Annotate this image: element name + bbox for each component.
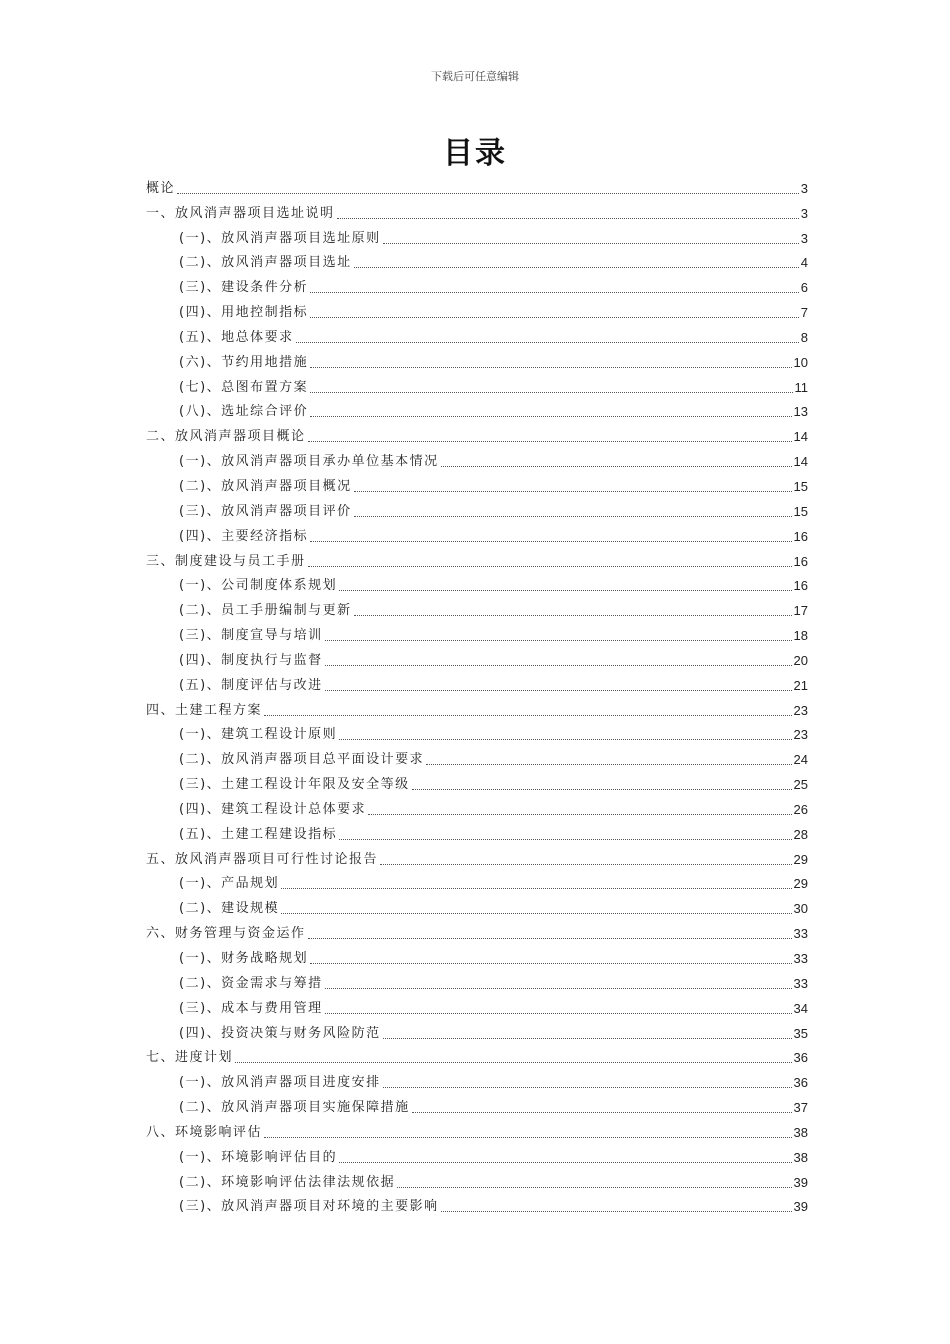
dot-leader: [235, 1062, 792, 1063]
dot-leader: [325, 640, 792, 641]
toc-entry-label: (三)、放风消声器项目对环境的主要影响: [179, 1199, 439, 1215]
toc-entry-label: 四、土建工程方案: [146, 702, 263, 718]
toc-entry[interactable]: [146, 772, 808, 797]
toc-entry-label: (三)、成本与费用管理: [179, 1000, 323, 1016]
dot-leader: [412, 789, 792, 790]
toc-entry-page-number: 16: [793, 528, 808, 544]
toc-entry[interactable]: [146, 971, 808, 996]
toc-entry[interactable]: [146, 176, 808, 201]
toc-entry[interactable]: [146, 623, 808, 648]
dot-leader: [441, 466, 792, 467]
toc-entry-page-number: 33: [793, 926, 808, 942]
dot-leader: [354, 267, 799, 268]
toc-entry-label: (六)、节约用地措施: [179, 354, 309, 370]
toc-entry[interactable]: [146, 1021, 808, 1046]
toc-entry-label: (二)、员工手册编制与更新: [179, 603, 352, 619]
toc-entry[interactable]: [146, 300, 808, 325]
toc-entry[interactable]: [146, 275, 808, 300]
toc-entry-page-number: 29: [793, 851, 808, 867]
dot-leader: [339, 1162, 791, 1163]
toc-entry-label: (二)、资金需求与筹措: [179, 975, 323, 991]
toc-entry-label: (七)、总图布置方案: [179, 379, 309, 395]
dot-leader: [383, 1038, 792, 1039]
toc-entry-label: 三、制度建设与员工手册: [146, 553, 306, 569]
toc-entry-page-number: 25: [793, 777, 808, 793]
toc-entry-page-number: 33: [793, 975, 808, 991]
toc-entry-page-number: 3: [800, 205, 808, 221]
toc-entry-page-number: 26: [793, 801, 808, 817]
toc-entry-page-number: 17: [793, 603, 808, 619]
dot-leader: [339, 590, 791, 591]
toc-entry-label: (二)、环境影响评估法律法规依据: [179, 1174, 396, 1190]
toc-entry-page-number: 14: [793, 429, 808, 445]
dot-leader: [383, 243, 799, 244]
toc-entry-label: (四)、建筑工程设计总体要求: [179, 801, 367, 817]
toc-entry-label: (五)、土建工程建设指标: [179, 826, 338, 842]
toc-entry-label: (四)、投资决策与财务风险防范: [179, 1025, 381, 1041]
toc-entry-label: (四)、制度执行与监督: [179, 652, 323, 668]
toc-entry-page-number: 3: [800, 180, 808, 196]
toc-entry-label: 概论: [146, 180, 176, 196]
toc-entry-label: (一)、财务战略规划: [179, 951, 309, 966]
toc-entry-label: (一)、放风消声器项目承办单位基本情况: [179, 454, 439, 470]
toc-entry-label: (五)、地总体要求: [179, 329, 294, 345]
toc-entry[interactable]: [146, 1120, 808, 1145]
toc-entry-label: (三)、放风消声器项目评价: [179, 503, 352, 519]
toc-entry-label: (五)、制度评估与改进: [179, 677, 323, 693]
dot-leader: [325, 1013, 792, 1014]
toc-entry-label: 八、环境影响评估: [146, 1124, 263, 1140]
toc-entry-label: (一)、公司制度体系规划: [179, 578, 338, 594]
toc-entry[interactable]: [146, 251, 808, 276]
toc-entry-page-number: 23: [793, 702, 808, 718]
dot-leader: [177, 193, 799, 194]
toc-entry-page-number: 35: [793, 1025, 808, 1041]
toc-entry-label: (二)、放风消声器项目选址: [179, 255, 352, 271]
toc-entry[interactable]: [146, 946, 808, 971]
toc-entry-page-number: 39: [793, 1174, 808, 1190]
dot-leader: [308, 938, 792, 939]
toc-entry[interactable]: [146, 1070, 808, 1095]
toc-entry[interactable]: [146, 524, 808, 549]
dot-leader: [310, 963, 791, 964]
dot-leader: [281, 913, 791, 914]
toc-entry[interactable]: [146, 921, 808, 946]
toc-entry[interactable]: [146, 648, 808, 673]
dot-leader: [441, 1211, 792, 1212]
dot-leader: [325, 665, 792, 666]
toc-entry-label: (三)、土建工程设计年限及安全等级: [179, 777, 410, 793]
dot-leader: [310, 317, 799, 318]
toc-entry-page-number: 23: [793, 727, 808, 743]
toc-entry-page-number: 15: [793, 503, 808, 519]
dot-leader: [339, 739, 791, 740]
toc-entry[interactable]: [146, 574, 808, 599]
toc-entry[interactable]: [146, 996, 808, 1021]
dot-leader: [308, 566, 792, 567]
toc-entry[interactable]: [146, 350, 808, 375]
toc-entry[interactable]: [146, 449, 808, 474]
toc-entry-label: (二)、放风消声器项目实施保障措施: [179, 1100, 410, 1116]
dot-leader: [310, 541, 791, 542]
toc-entry[interactable]: [146, 847, 808, 872]
toc-entry-page-number: 24: [793, 752, 808, 768]
dot-leader: [354, 615, 792, 616]
toc-entry-page-number: 37: [793, 1100, 808, 1116]
toc-entry-label: 七、进度计划: [146, 1050, 234, 1066]
toc-entry[interactable]: [146, 872, 808, 897]
dot-leader: [296, 342, 799, 343]
toc-entry-label: (二)、放风消声器项目总平面设计要求: [179, 752, 425, 768]
dot-leader: [310, 416, 791, 417]
toc-entry-page-number: 38: [793, 1149, 808, 1165]
toc-entry-page-number: 3: [800, 230, 808, 246]
toc-entry-label: (二)、放风消声器项目概况: [179, 478, 352, 494]
toc-entry-page-number: 8: [800, 329, 808, 345]
toc-entry-label: (一)、产品规划: [179, 876, 280, 892]
dot-leader: [264, 1137, 792, 1138]
toc-entry-label: (八)、选址综合评价: [179, 404, 309, 420]
dot-leader: [354, 516, 792, 517]
toc-entry-label: (二)、建设规模: [179, 901, 280, 917]
dot-leader: [397, 1187, 791, 1188]
toc-entry-label: (一)、建筑工程设计原则: [179, 727, 338, 743]
toc-entry[interactable]: [146, 325, 808, 350]
dot-leader: [383, 1087, 792, 1088]
toc-entry-page-number: 28: [793, 826, 808, 842]
dot-leader: [354, 491, 792, 492]
dot-leader: [325, 988, 792, 989]
toc-entry[interactable]: [146, 673, 808, 698]
toc-entry[interactable]: [146, 1195, 808, 1220]
toc-entry-page-number: 14: [793, 454, 808, 470]
toc-entry-page-number: 18: [793, 628, 808, 644]
toc-entry-page-number: 16: [793, 553, 808, 569]
toc-entry[interactable]: [146, 1170, 808, 1195]
toc-entry-label: 二、放风消声器项目概论: [146, 429, 306, 445]
dot-leader: [325, 690, 792, 691]
toc-entry-page-number: 34: [793, 1000, 808, 1016]
toc-entry[interactable]: [146, 747, 808, 772]
toc-entry-page-number: 39: [793, 1199, 808, 1215]
dot-leader: [308, 441, 792, 442]
dot-leader: [310, 392, 792, 393]
toc-entry[interactable]: [146, 1046, 808, 1071]
toc-entry[interactable]: [146, 822, 808, 847]
toc-entry[interactable]: [146, 375, 808, 400]
dot-leader: [368, 814, 791, 815]
toc-entry-label: 六、财务管理与资金运作: [146, 926, 306, 942]
toc-entry[interactable]: [146, 598, 808, 623]
dot-leader: [339, 839, 791, 840]
toc-entry-page-number: 16: [793, 578, 808, 594]
toc-entry[interactable]: [146, 549, 808, 574]
toc-entry[interactable]: [146, 896, 808, 921]
toc-entry-page-number: 21: [793, 677, 808, 693]
dot-leader: [380, 864, 792, 865]
toc-entry-page-number: 30: [793, 901, 808, 917]
toc-entry-page-number: 33: [793, 951, 808, 966]
dot-leader: [412, 1112, 792, 1113]
toc-entry-page-number: 38: [793, 1124, 808, 1140]
toc-entry-label: 一、放风消声器项目选址说明: [146, 205, 335, 221]
toc-entry[interactable]: [146, 698, 808, 723]
toc-entry-label: (一)、环境影响评估目的: [179, 1149, 338, 1165]
toc-entry-label: (四)、主要经济指标: [179, 528, 309, 544]
toc-entry[interactable]: [146, 474, 808, 499]
toc-entry-label: (一)、放风消声器项目进度安排: [179, 1075, 381, 1091]
toc-entry[interactable]: [146, 723, 808, 748]
dot-leader: [264, 715, 792, 716]
toc-entry[interactable]: [146, 1145, 808, 1170]
dot-leader: [281, 888, 791, 889]
table-of-contents: [146, 176, 808, 1219]
dot-leader: [426, 764, 791, 765]
toc-entry-page-number: 13: [793, 404, 808, 420]
toc-entry-page-number: 6: [800, 280, 808, 296]
toc-entry-page-number: 4: [800, 255, 808, 271]
dot-leader: [310, 292, 799, 293]
toc-entry[interactable]: [146, 424, 808, 449]
dot-leader: [337, 218, 799, 219]
toc-entry-label: (三)、建设条件分析: [179, 280, 309, 296]
toc-entry[interactable]: [146, 226, 808, 251]
toc-entry-page-number: 15: [793, 478, 808, 494]
toc-entry-page-number: 10: [793, 354, 808, 370]
dot-leader: [310, 367, 791, 368]
toc-entry-label: 五、放风消声器项目可行性讨论报告: [146, 851, 379, 867]
toc-entry-label: (一)、放风消声器项目选址原则: [179, 230, 381, 246]
page-header: 下载后可任意编辑: [431, 70, 519, 83]
toc-entry-label: (四)、用地控制指标: [179, 305, 309, 321]
toc-entry-page-number: 20: [793, 652, 808, 668]
toc-entry[interactable]: [146, 797, 808, 822]
toc-entry-page-number: 36: [793, 1050, 808, 1066]
toc-entry-page-number: 29: [793, 876, 808, 892]
toc-entry[interactable]: [146, 499, 808, 524]
toc-entry[interactable]: [146, 1095, 808, 1120]
toc-entry-label: (三)、制度宣导与培训: [179, 628, 323, 644]
toc-entry[interactable]: [146, 201, 808, 226]
toc-entry-page-number: 7: [800, 305, 808, 321]
toc-entry-page-number: 11: [794, 379, 808, 395]
toc-entry[interactable]: [146, 400, 808, 425]
page-title: 目录: [443, 136, 507, 171]
toc-entry-page-number: 36: [793, 1075, 808, 1091]
